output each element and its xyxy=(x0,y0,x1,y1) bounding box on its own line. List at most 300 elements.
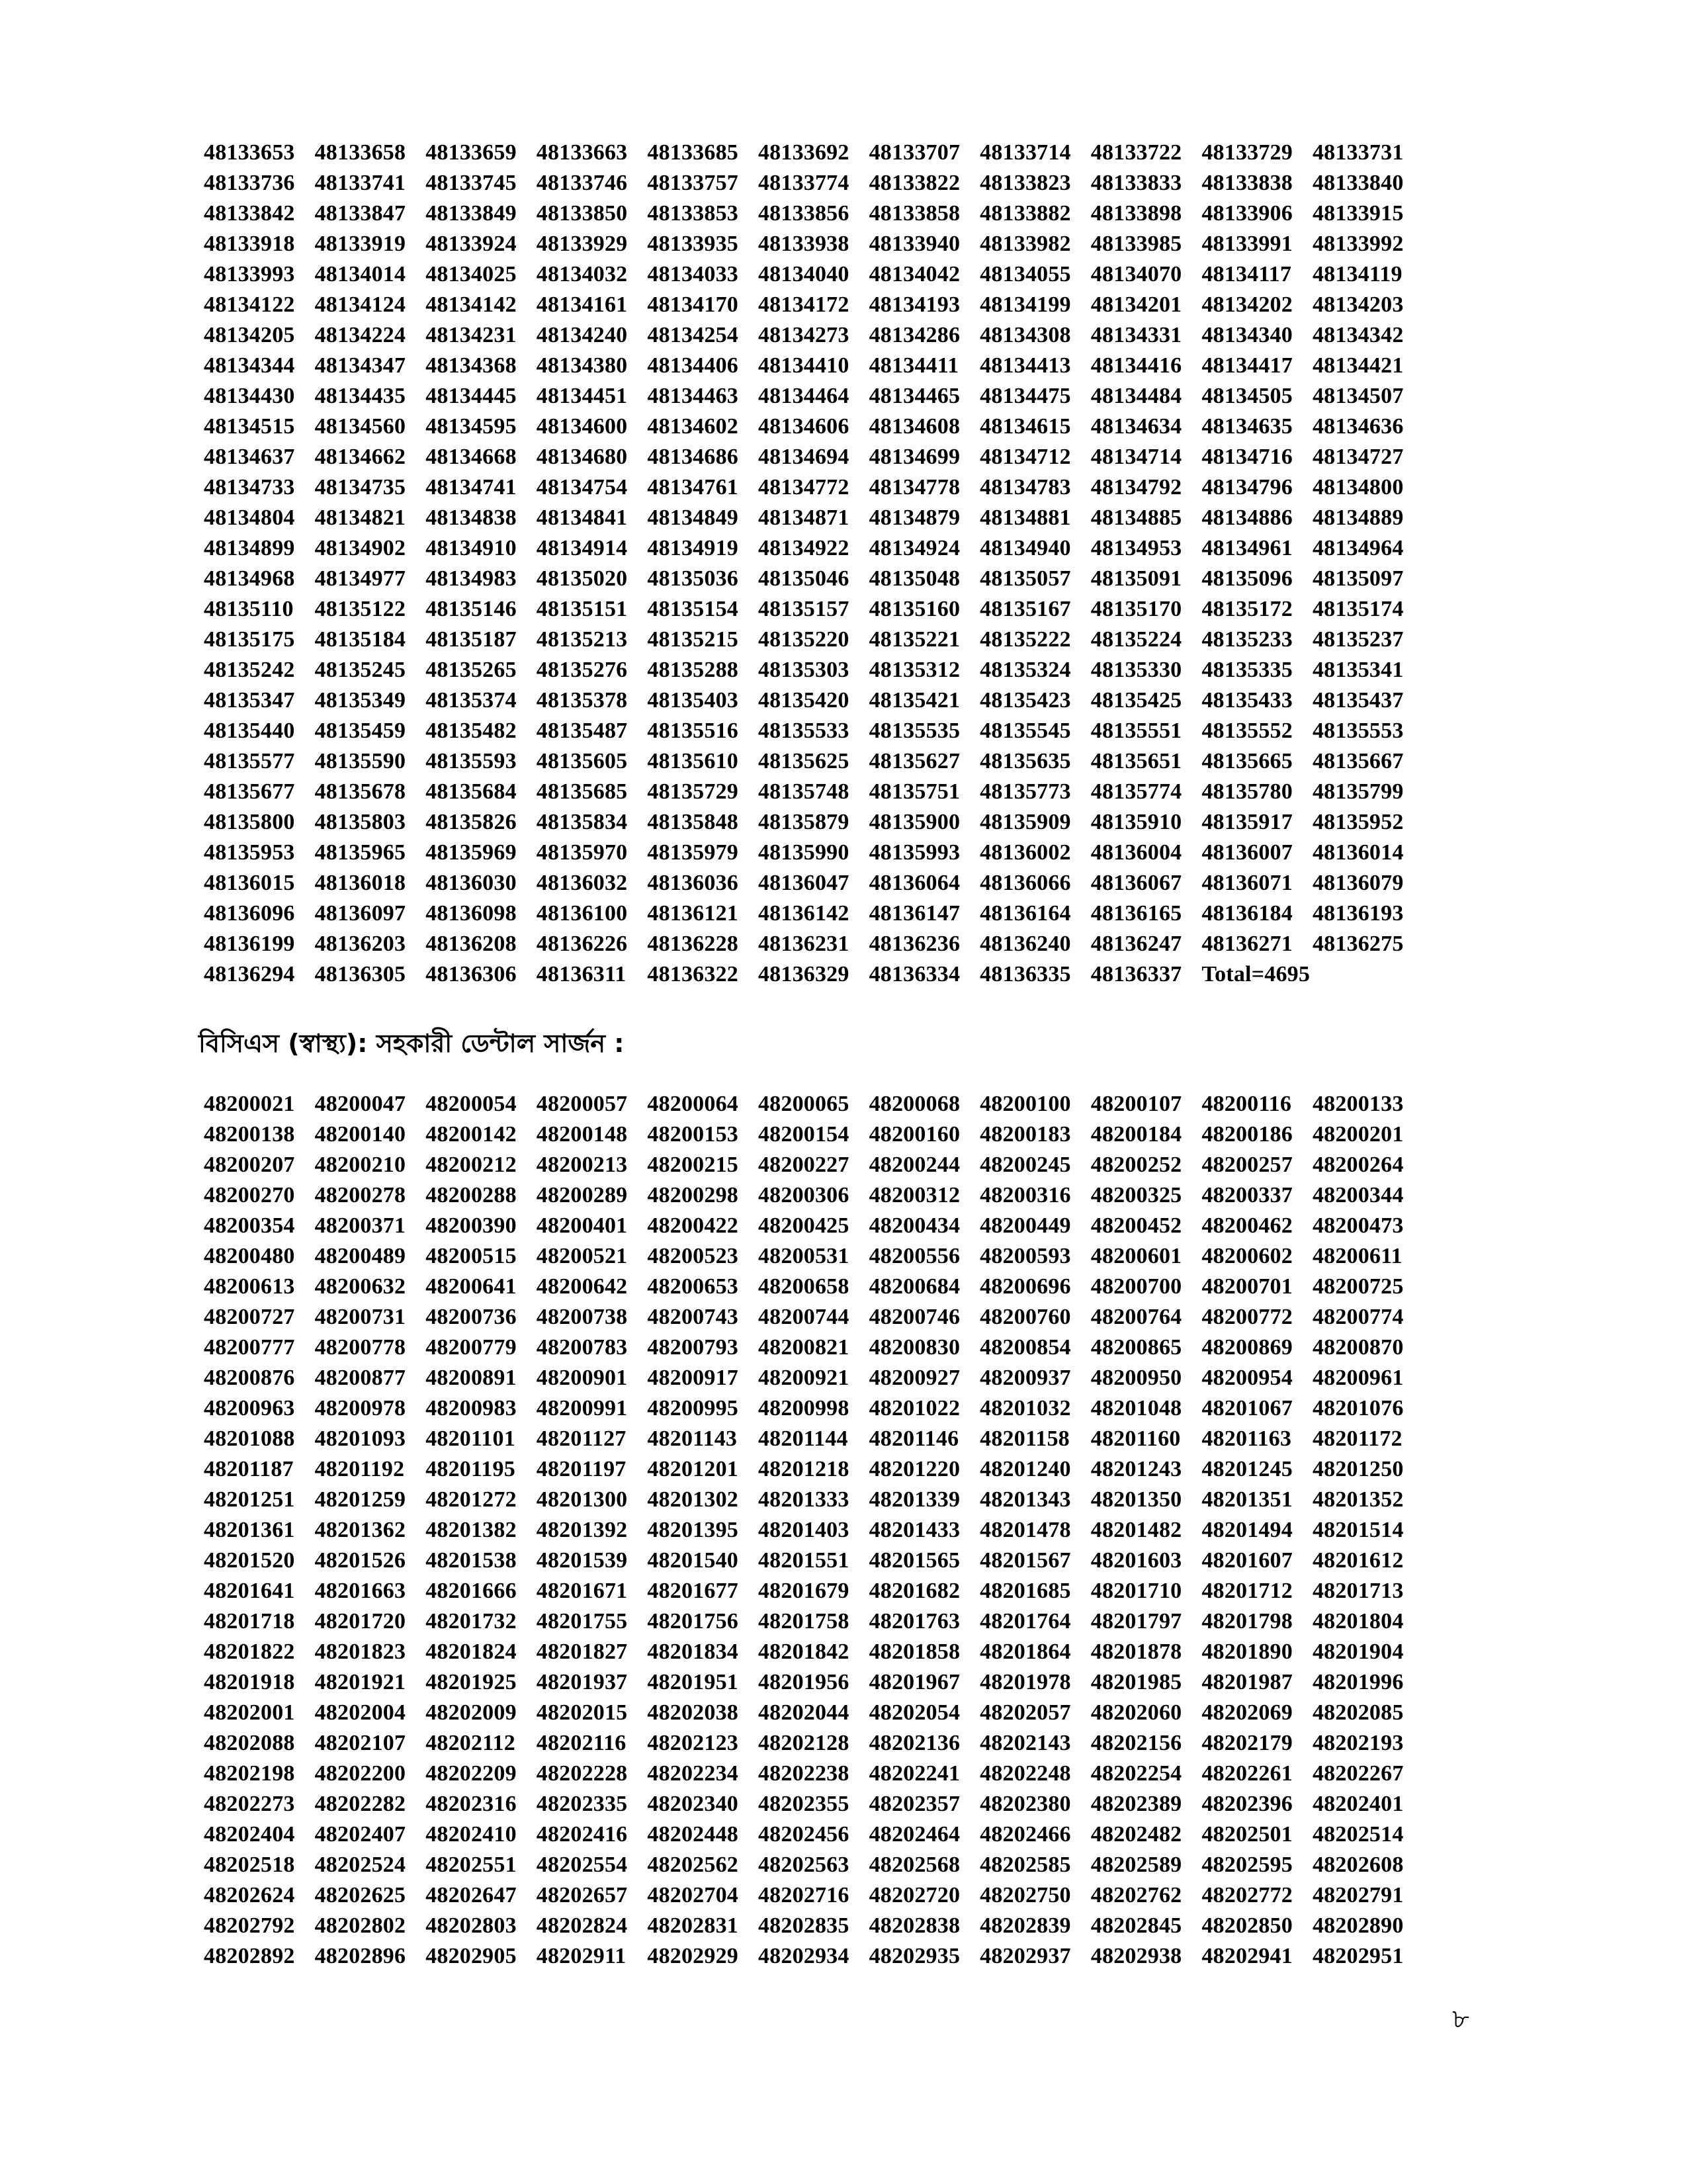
section-heading: বিসিএস (স্বাস্থ্য): সহকারী ডেন্টাল সার্জন : xyxy=(198,1029,625,1058)
roll-number: 48135551 xyxy=(1090,719,1182,743)
roll-number: 48200632 xyxy=(314,1274,406,1299)
roll-number: 48135900 xyxy=(869,810,961,834)
roll-number: 48201685 xyxy=(980,1579,1071,1603)
list-row xyxy=(204,1089,1424,1119)
roll-number: 48202890 xyxy=(1312,1913,1404,1938)
list-row xyxy=(204,716,1424,746)
roll-number: 48135184 xyxy=(314,627,406,652)
roll-number: 48202589 xyxy=(1090,1853,1182,1877)
roll-number: 48135265 xyxy=(425,658,517,682)
roll-number: 48136007 xyxy=(1201,840,1293,865)
roll-number: 48201101 xyxy=(425,1426,515,1451)
roll-number: 48200244 xyxy=(869,1153,961,1177)
roll-number: 48202824 xyxy=(536,1913,628,1938)
roll-number: 48202193 xyxy=(1312,1731,1404,1755)
roll-number: 48201127 xyxy=(536,1426,627,1451)
roll-number: 48134635 xyxy=(1201,414,1293,439)
roll-number: 48133915 xyxy=(1312,201,1404,226)
roll-number: 48201250 xyxy=(1312,1457,1404,1481)
roll-number: 48202254 xyxy=(1090,1761,1182,1786)
roll-number: 48202911 xyxy=(536,1944,627,1968)
roll-number: 48201713 xyxy=(1312,1579,1404,1603)
roll-number: 48133847 xyxy=(314,201,406,226)
roll-number: 48202762 xyxy=(1090,1883,1182,1907)
roll-number: 48201514 xyxy=(1312,1518,1404,1542)
roll-number: 48135420 xyxy=(757,688,849,713)
roll-number: 48200602 xyxy=(1201,1244,1293,1268)
roll-number: 48136337 xyxy=(1090,962,1182,986)
roll-number: 48202896 xyxy=(314,1944,406,1968)
roll-number: 48136100 xyxy=(536,901,628,926)
roll-number: 48134042 xyxy=(869,262,961,286)
roll-number: 48133658 xyxy=(314,140,406,165)
roll-number: 48202845 xyxy=(1090,1913,1182,1938)
roll-number: 48200963 xyxy=(204,1396,295,1420)
roll-number: 48200783 xyxy=(536,1335,628,1360)
list-row xyxy=(204,290,1424,320)
roll-number: 48134772 xyxy=(757,475,849,500)
roll-number: 48134347 xyxy=(314,353,406,378)
roll-number: 48136096 xyxy=(204,901,295,926)
list-row xyxy=(204,503,1424,533)
roll-number: 48201551 xyxy=(757,1548,849,1573)
roll-number: 48202941 xyxy=(1201,1944,1293,1968)
roll-number: 48202563 xyxy=(757,1853,849,1877)
roll-number: 48201822 xyxy=(204,1639,295,1664)
roll-number: 48202850 xyxy=(1201,1913,1293,1938)
roll-number: 48201076 xyxy=(1312,1396,1404,1420)
roll-number: 48136032 xyxy=(536,871,628,895)
roll-number: 48136098 xyxy=(425,901,517,926)
roll-number: 48133731 xyxy=(1312,140,1404,165)
roll-number: 48134608 xyxy=(869,414,961,439)
roll-number: 48135774 xyxy=(1090,779,1182,804)
roll-number: 48200731 xyxy=(314,1305,406,1329)
roll-number: 48200821 xyxy=(757,1335,849,1360)
roll-number: 48134662 xyxy=(314,445,406,469)
roll-number: 48135487 xyxy=(536,719,628,743)
roll-number: 48200830 xyxy=(869,1335,961,1360)
roll-number: 48134741 xyxy=(425,475,517,500)
roll-number: 48134924 xyxy=(869,536,961,560)
roll-number: 48136329 xyxy=(757,962,849,986)
roll-number: 48134410 xyxy=(757,353,849,378)
roll-number: 48134201 xyxy=(1090,292,1182,317)
roll-number: 48135533 xyxy=(757,719,849,743)
roll-number: 48200064 xyxy=(647,1092,738,1116)
roll-number: 48200270 xyxy=(204,1183,295,1207)
roll-number: 48135237 xyxy=(1312,627,1404,652)
list-row xyxy=(204,929,1424,959)
roll-number: 48134273 xyxy=(757,323,849,347)
roll-number: 48202448 xyxy=(647,1822,738,1847)
roll-number: 48135969 xyxy=(425,840,517,865)
roll-number: 48200876 xyxy=(204,1366,295,1390)
roll-number: 48135303 xyxy=(757,658,849,682)
roll-number: 48201834 xyxy=(647,1639,738,1664)
roll-number: 48135685 xyxy=(536,779,628,804)
roll-number: 48136236 xyxy=(869,932,961,956)
roll-number: 48201478 xyxy=(980,1518,1071,1542)
roll-number: 48201339 xyxy=(869,1487,961,1512)
roll-number: 48202464 xyxy=(869,1822,961,1847)
roll-number: 48202501 xyxy=(1201,1822,1293,1847)
roll-number: 48134122 xyxy=(204,292,295,317)
roll-number: 48135665 xyxy=(1201,749,1293,773)
roll-number: 48200473 xyxy=(1312,1213,1404,1238)
roll-number: 48134368 xyxy=(425,353,517,378)
roll-number: 48202716 xyxy=(757,1883,849,1907)
roll-number: 48134507 xyxy=(1312,384,1404,408)
roll-number: 48135425 xyxy=(1090,688,1182,713)
roll-number: 48134463 xyxy=(647,384,738,408)
roll-number: 48134668 xyxy=(425,445,517,469)
roll-number: 48134778 xyxy=(869,475,961,500)
list-row xyxy=(204,868,1424,898)
roll-number: 48201240 xyxy=(980,1457,1071,1481)
roll-number: 48136030 xyxy=(425,871,517,895)
roll-number: 48200950 xyxy=(1090,1366,1182,1390)
roll-number: 48202085 xyxy=(1312,1700,1404,1725)
roll-number: 48201967 xyxy=(869,1670,961,1694)
roll-number: 48135213 xyxy=(536,627,628,652)
roll-number: 48201022 xyxy=(869,1396,961,1420)
roll-number: 48135990 xyxy=(757,840,849,865)
list-row xyxy=(204,1789,1424,1819)
roll-number: 48202935 xyxy=(869,1944,961,1968)
list-row xyxy=(204,412,1424,442)
roll-number: 48201048 xyxy=(1090,1396,1182,1420)
roll-number: 48134879 xyxy=(869,505,961,530)
roll-number: 48136066 xyxy=(980,871,1071,895)
roll-number: 48134193 xyxy=(869,292,961,317)
roll-number: 48200658 xyxy=(757,1274,849,1299)
roll-number: 48135154 xyxy=(647,597,738,621)
roll-number: 48133929 xyxy=(536,232,628,256)
roll-number: 48134560 xyxy=(314,414,406,439)
roll-number: 48201671 xyxy=(536,1579,628,1603)
roll-number: 48200057 xyxy=(536,1092,628,1116)
roll-number: 48200760 xyxy=(980,1305,1071,1329)
roll-number: 48201067 xyxy=(1201,1396,1293,1420)
roll-number: 48135347 xyxy=(204,688,295,713)
roll-number: 48202228 xyxy=(536,1761,628,1786)
roll-number: 48136064 xyxy=(869,871,961,895)
roll-number: 48134254 xyxy=(647,323,738,347)
roll-number: 48200700 xyxy=(1090,1274,1182,1299)
roll-number: 48201607 xyxy=(1201,1548,1293,1573)
roll-number: 48135979 xyxy=(647,840,738,865)
roll-number: 48202001 xyxy=(204,1700,295,1725)
roll-number: 48133982 xyxy=(980,232,1071,256)
roll-number: 48201220 xyxy=(869,1457,961,1481)
roll-number: 48134636 xyxy=(1312,414,1404,439)
roll-number: 48202355 xyxy=(757,1792,849,1816)
roll-number: 48134170 xyxy=(647,292,738,317)
roll-number: 48135780 xyxy=(1201,779,1293,804)
roll-number: 48201361 xyxy=(204,1518,295,1542)
roll-number: 48201864 xyxy=(980,1639,1071,1664)
roll-number: 48133993 xyxy=(204,262,295,286)
list-row xyxy=(204,1911,1424,1941)
roll-number: 48202107 xyxy=(314,1731,406,1755)
roll-number: 48202136 xyxy=(869,1731,961,1755)
roll-number: 48202657 xyxy=(536,1883,628,1907)
roll-number: 48134055 xyxy=(980,262,1071,286)
roll-number: 48135552 xyxy=(1201,719,1293,743)
roll-number: 48134033 xyxy=(647,262,738,286)
roll-number: 48201195 xyxy=(425,1457,515,1481)
roll-number: 48134025 xyxy=(425,262,517,286)
roll-number: 48133685 xyxy=(647,140,738,165)
roll-number: 48135545 xyxy=(980,719,1071,743)
roll-number: 48201272 xyxy=(425,1487,517,1512)
roll-number: 48201763 xyxy=(869,1609,961,1634)
roll-number: 48200133 xyxy=(1312,1092,1404,1116)
roll-number: 48200288 xyxy=(425,1183,517,1207)
roll-number: 48135577 xyxy=(204,749,295,773)
roll-number: 48135535 xyxy=(869,719,961,743)
roll-number: 48133940 xyxy=(869,232,961,256)
roll-number: 48135221 xyxy=(869,627,961,652)
roll-number: 48136121 xyxy=(647,901,738,926)
roll-number: 48201677 xyxy=(647,1579,738,1603)
roll-number: 48202044 xyxy=(757,1700,849,1725)
roll-number: 48135242 xyxy=(204,658,295,682)
roll-number: 48135276 xyxy=(536,658,628,682)
roll-number: 48202057 xyxy=(980,1700,1071,1725)
roll-number: 48133856 xyxy=(757,201,849,226)
roll-number: 48201143 xyxy=(647,1426,738,1451)
roll-number: 48200186 xyxy=(1201,1122,1293,1147)
list-row xyxy=(204,442,1424,472)
roll-number: 48136335 xyxy=(980,962,1071,986)
roll-number: 48133692 xyxy=(757,140,849,165)
list-row xyxy=(204,229,1424,259)
roll-number: 48200452 xyxy=(1090,1213,1182,1238)
roll-number: 48134430 xyxy=(204,384,295,408)
roll-number: 48200480 xyxy=(204,1244,295,1268)
roll-number: 48202802 xyxy=(314,1913,406,1938)
roll-number: 48201163 xyxy=(1201,1426,1292,1451)
roll-number: 48202004 xyxy=(314,1700,406,1725)
roll-number: 48200337 xyxy=(1201,1183,1293,1207)
roll-number: 48135800 xyxy=(204,810,295,834)
roll-number: 48201804 xyxy=(1312,1609,1404,1634)
roll-number: 48201827 xyxy=(536,1639,628,1664)
roll-number: 48201540 xyxy=(647,1548,738,1573)
roll-number: 48200701 xyxy=(1201,1274,1293,1299)
roll-number: 48200212 xyxy=(425,1153,517,1177)
roll-number: 48134142 xyxy=(425,292,517,317)
roll-number: 48201925 xyxy=(425,1670,517,1694)
roll-number: 48134435 xyxy=(314,384,406,408)
list-row xyxy=(204,1728,1424,1759)
roll-number: 48200854 xyxy=(980,1335,1071,1360)
roll-number: 48134240 xyxy=(536,323,628,347)
roll-number: 48134595 xyxy=(425,414,517,439)
roll-number: 48200207 xyxy=(204,1153,295,1177)
roll-number: 48200891 xyxy=(425,1366,517,1390)
roll-number: 48135879 xyxy=(757,810,849,834)
roll-number: 48200065 xyxy=(757,1092,849,1116)
roll-number: 48200344 xyxy=(1312,1183,1404,1207)
roll-number: 48134680 xyxy=(536,445,628,469)
roll-number: 48135349 xyxy=(314,688,406,713)
roll-number: 48202835 xyxy=(757,1913,849,1938)
roll-number: 48135751 xyxy=(869,779,961,804)
roll-number: 48136226 xyxy=(536,932,628,956)
roll-number-list-section-1 xyxy=(204,138,1424,990)
roll-number: 48135433 xyxy=(1201,688,1293,713)
roll-number: 48202554 xyxy=(536,1853,628,1877)
list-row xyxy=(204,1606,1424,1637)
roll-number: 48201710 xyxy=(1090,1579,1182,1603)
roll-number: 48135610 xyxy=(647,749,738,773)
roll-number: 48200593 xyxy=(980,1244,1071,1268)
roll-number: 48202273 xyxy=(204,1792,295,1816)
roll-number: 48133822 xyxy=(869,171,961,195)
roll-number: 48201158 xyxy=(980,1426,1070,1451)
roll-number: 48135803 xyxy=(314,810,406,834)
roll-number: 48135151 xyxy=(536,597,628,621)
roll-number: 48200961 xyxy=(1312,1366,1404,1390)
roll-number: 48133906 xyxy=(1201,201,1293,226)
roll-number: 48134940 xyxy=(980,536,1071,560)
roll-number: 48134922 xyxy=(757,536,849,560)
roll-number: 48202595 xyxy=(1201,1853,1293,1877)
roll-number: 48134224 xyxy=(314,323,406,347)
roll-number: 48201494 xyxy=(1201,1518,1293,1542)
roll-number: 48200183 xyxy=(980,1122,1071,1147)
list-row xyxy=(204,320,1424,351)
roll-number: 48136097 xyxy=(314,901,406,926)
roll-number: 48135437 xyxy=(1312,688,1404,713)
roll-number: 48200425 xyxy=(757,1213,849,1238)
roll-number: 48134899 xyxy=(204,536,295,560)
roll-number: 48202624 xyxy=(204,1883,295,1907)
roll-number: 48135096 xyxy=(1201,566,1293,591)
roll-number: 48202934 xyxy=(757,1944,849,1968)
roll-number: 48201904 xyxy=(1312,1639,1404,1664)
list-row xyxy=(204,1819,1424,1850)
roll-number: 48202524 xyxy=(314,1853,406,1877)
list-row xyxy=(204,564,1424,594)
roll-number: 48200154 xyxy=(757,1122,849,1147)
roll-number: 48201300 xyxy=(536,1487,628,1512)
roll-number: 48201259 xyxy=(314,1487,406,1512)
roll-number: 48134735 xyxy=(314,475,406,500)
roll-number: 48200021 xyxy=(204,1092,295,1116)
roll-number: 48135048 xyxy=(869,566,961,591)
roll-number: 48201352 xyxy=(1312,1487,1404,1512)
roll-number: 48134231 xyxy=(425,323,517,347)
roll-number: 48134602 xyxy=(647,414,738,439)
roll-number: 48202704 xyxy=(647,1883,738,1907)
roll-number: 48200531 xyxy=(757,1244,849,1268)
roll-number: 48200325 xyxy=(1090,1183,1182,1207)
roll-number: 48134804 xyxy=(204,505,295,530)
roll-number: 48200725 xyxy=(1312,1274,1404,1299)
roll-number: 48202335 xyxy=(536,1792,628,1816)
roll-number: 48133938 xyxy=(757,232,849,256)
roll-number: 48134515 xyxy=(204,414,295,439)
roll-number: 48133840 xyxy=(1312,171,1404,195)
roll-number: 48201603 xyxy=(1090,1548,1182,1573)
roll-number: 48200998 xyxy=(757,1396,849,1420)
roll-number: 48134699 xyxy=(869,445,961,469)
roll-number: 48201797 xyxy=(1090,1609,1182,1634)
roll-number: 48135953 xyxy=(204,840,295,865)
roll-number: 48135423 xyxy=(980,688,1071,713)
roll-number: 48133898 xyxy=(1090,201,1182,226)
roll-number: 48202839 xyxy=(980,1913,1071,1938)
roll-number: 48202772 xyxy=(1201,1883,1293,1907)
roll-number: 48200138 xyxy=(204,1122,295,1147)
roll-number: 48133853 xyxy=(647,201,738,226)
roll-number: 48136305 xyxy=(314,962,406,986)
roll-number: 48136322 xyxy=(647,962,738,986)
roll-number: 48200779 xyxy=(425,1335,517,1360)
roll-number: 48133745 xyxy=(425,171,517,195)
list-row xyxy=(204,1424,1424,1454)
roll-number: 48134634 xyxy=(1090,414,1182,439)
roll-number: 48202410 xyxy=(425,1822,517,1847)
roll-number: 48200371 xyxy=(314,1213,406,1238)
roll-number: 48201218 xyxy=(757,1457,849,1481)
roll-number: 48133833 xyxy=(1090,171,1182,195)
roll-number: 48202248 xyxy=(980,1761,1071,1786)
roll-number: 48134953 xyxy=(1090,536,1182,560)
roll-number: 48134172 xyxy=(757,292,849,317)
roll-number: 48135459 xyxy=(314,719,406,743)
roll-number: 48135172 xyxy=(1201,597,1293,621)
list-row xyxy=(204,1302,1424,1332)
roll-number: 48201565 xyxy=(869,1548,961,1573)
roll-number: 48134714 xyxy=(1090,445,1182,469)
roll-number: 48202015 xyxy=(536,1700,628,1725)
roll-number: 48201756 xyxy=(647,1609,738,1634)
roll-number: 48136004 xyxy=(1090,840,1182,865)
roll-number: 48201878 xyxy=(1090,1639,1182,1664)
roll-number: 48136306 xyxy=(425,962,517,986)
roll-number: 48133741 xyxy=(314,171,406,195)
roll-number: 48200422 xyxy=(647,1213,738,1238)
roll-number: 48134205 xyxy=(204,323,295,347)
list-row xyxy=(204,1363,1424,1393)
roll-number: 48200727 xyxy=(204,1305,295,1329)
roll-number: 48201612 xyxy=(1312,1548,1404,1573)
roll-number: 48136208 xyxy=(425,932,517,956)
roll-number: 48200641 xyxy=(425,1274,517,1299)
roll-number: 48134465 xyxy=(869,384,961,408)
roll-number: 48134286 xyxy=(869,323,961,347)
roll-number: 48201823 xyxy=(314,1639,406,1664)
roll-number: 48135516 xyxy=(647,719,738,743)
roll-number: 48202518 xyxy=(204,1853,295,1877)
list-row xyxy=(204,1241,1424,1272)
roll-number: 48135335 xyxy=(1201,658,1293,682)
roll-number: 48202404 xyxy=(204,1822,295,1847)
roll-number: 48135965 xyxy=(314,840,406,865)
roll-number: 48200184 xyxy=(1090,1122,1182,1147)
roll-number: 48135341 xyxy=(1312,658,1404,682)
roll-number: 48201350 xyxy=(1090,1487,1182,1512)
roll-number: 48134475 xyxy=(980,384,1071,408)
roll-number: 48201937 xyxy=(536,1670,628,1694)
roll-number: 48133653 xyxy=(204,140,295,165)
roll-number: 48202585 xyxy=(980,1853,1071,1877)
